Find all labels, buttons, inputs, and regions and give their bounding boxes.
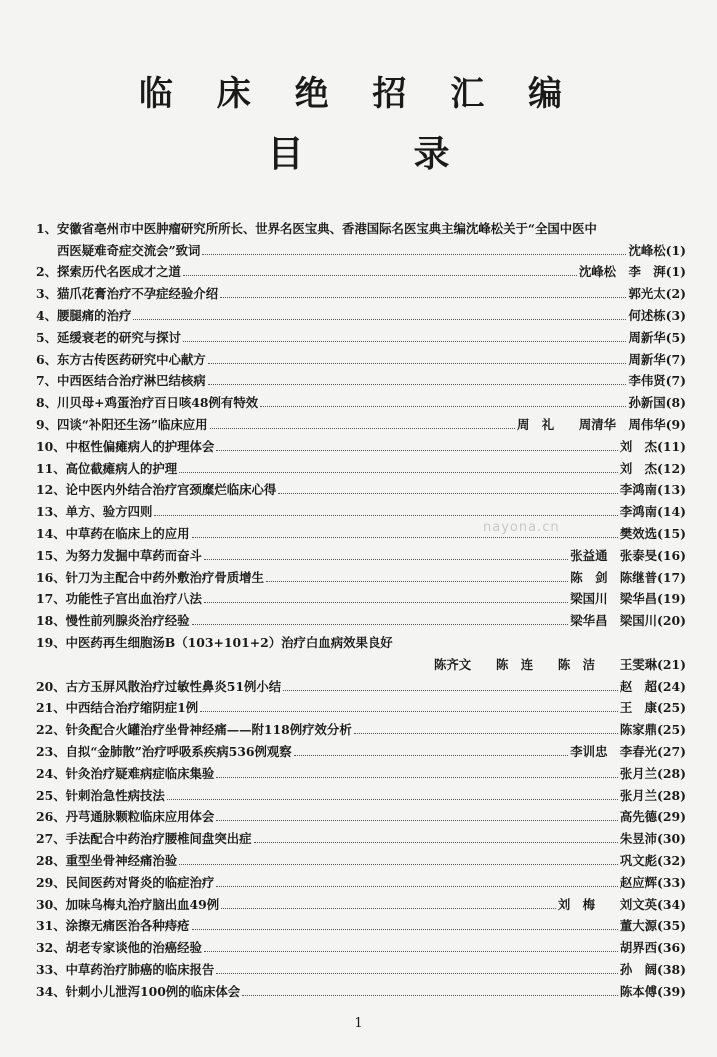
toc-entry-number: 24、 <box>36 765 66 781</box>
toc-entry-number: 18、 <box>36 613 66 629</box>
toc-entry-title: 胡老专家谈他的治癌经验 <box>65 940 202 956</box>
toc-entry-authors-page: 李伟贤(7) <box>628 373 686 389</box>
toc-entry-authors-page: 朱昱沛(30) <box>619 831 686 847</box>
toc-entry-line <box>36 824 686 846</box>
toc-entry-number: 19、 <box>36 634 66 650</box>
toc-entry-authors-page: 李鸿南(14) <box>619 504 686 520</box>
leader-dots <box>216 450 618 451</box>
toc-entry-title: 东方古传医药研究中心献方 <box>57 351 206 367</box>
toc-entry-line <box>36 236 686 258</box>
toc-entry-title: 针刺治急性病技法 <box>65 787 165 803</box>
toc-entry-authors-page: 孙新国(8) <box>628 395 686 411</box>
toc-entry-authors-page: 赵 超(24) <box>619 678 686 694</box>
toc-entry-number: 10、 <box>36 438 66 454</box>
toc-entry-authors-page: 张月兰(28) <box>619 765 686 781</box>
leader-dots <box>294 755 569 756</box>
toc-entry-line <box>36 563 686 585</box>
watermark: nayona.cn <box>483 520 560 535</box>
toc-entry-number: 27、 <box>36 831 66 847</box>
toc-entry-authors-page: 陈本傅(39) <box>619 983 686 999</box>
toc-entry-authors-page: 巩文彪(32) <box>619 852 686 868</box>
toc-entry-title: 加味乌梅丸治疗脑出血49例 <box>65 896 220 912</box>
toc-entry-line <box>36 890 686 912</box>
leader-dots <box>179 472 618 473</box>
toc-entry-number: 6、 <box>36 351 58 367</box>
leader-dots <box>242 995 618 996</box>
toc-entry-number: 1、 <box>36 220 58 236</box>
toc-entry-authors-page: 陈家鼎(25) <box>619 722 686 738</box>
toc-entry-title: 中西结合治疗缩阴症1例 <box>65 700 199 716</box>
leader-dots <box>354 733 618 734</box>
toc-entry-line <box>36 432 686 454</box>
toc-entry-line <box>36 279 686 301</box>
toc-entry-authors-page: 赵应辉(33) <box>619 874 686 890</box>
toc-entry-authors-page: 周 礼 周清华 周伟华(9) <box>516 416 686 432</box>
toc-entry-authors-page: 陈 剑 陈继普(17) <box>570 569 686 585</box>
toc-entry-authors-page: 郭光太(2) <box>628 286 686 302</box>
toc-entry-number: 15、 <box>36 547 66 563</box>
toc-entry-title: 中草药在临床上的应用 <box>65 525 190 541</box>
toc-entry-line <box>36 388 686 410</box>
toc-entry-line <box>36 258 686 280</box>
toc-entry-line <box>36 497 686 519</box>
toc-entry-number: 20、 <box>36 678 66 694</box>
leader-dots <box>266 581 568 582</box>
toc-entry-number: 23、 <box>36 743 66 759</box>
toc-entry-line <box>36 410 686 432</box>
toc-entry-authors-page: 陈齐文 陈 连 陈 洁 王雯琳(21) <box>434 656 686 672</box>
toc-entry-title: 为努力发掘中草药而奋斗 <box>65 547 202 563</box>
book-title: 临 床 绝 招 汇 编 <box>138 74 579 114</box>
toc-entry-title: 单方、验方四则 <box>65 504 153 520</box>
leader-dots <box>216 777 618 778</box>
toc-entry-authors-page: 刘 杰(12) <box>619 460 686 476</box>
toc-entry-line <box>36 759 686 781</box>
toc-entry-title: 安徽省亳州市中医肿瘤研究所所长、世界名医宝典、香港国际名医宝典主编沈峰松关于“全国中医中 <box>57 220 597 236</box>
toc-entry-title: 中草药治疗肺癌的临床报告 <box>65 961 215 977</box>
toc-entry-authors-page: 刘 梅 刘文英(34) <box>557 896 686 912</box>
toc-entry-authors-page: 李训忠 李春光(27) <box>570 743 686 759</box>
toc-entry-line <box>36 977 686 999</box>
leader-dots <box>216 820 618 821</box>
toc-entry-number: 3、 <box>36 286 58 302</box>
toc-entry-number: 31、 <box>36 918 66 934</box>
leader-dots <box>216 973 618 974</box>
toc-entry-line <box>36 301 686 323</box>
leader-dots <box>208 363 627 364</box>
toc-entry-title: 功能性子宫出血治疗八法 <box>65 591 202 607</box>
toc-entry-number: 22、 <box>36 722 66 738</box>
toc-entry-line <box>36 846 686 868</box>
toc-entry-line <box>36 868 686 890</box>
toc-entry-number: 5、 <box>36 329 58 345</box>
leader-dots <box>208 384 627 385</box>
toc-entry-title: 民间医药对肾炎的临症治疗 <box>65 874 215 890</box>
toc-entry-line <box>36 367 686 389</box>
toc-entry-line <box>36 541 686 563</box>
leader-dots <box>192 624 569 625</box>
toc-entry-authors-page: 周新华(5) <box>628 329 686 345</box>
toc-entry-authors-page: 沈峰松 李 湃(1) <box>578 264 686 280</box>
toc-entry-line <box>36 781 686 803</box>
leader-dots <box>278 493 618 494</box>
leader-dots <box>221 908 556 909</box>
leader-dots <box>183 341 627 342</box>
leader-dots <box>260 406 626 407</box>
toc-entry-title: 重型坐骨神经痛治验 <box>65 852 178 868</box>
toc-entry-title: 腰腿痛的治疗 <box>57 307 132 323</box>
toc-entry-title: 古方玉屏风散治疗过敏性鼻炎51例小结 <box>65 678 282 694</box>
leader-dots <box>216 886 618 887</box>
toc-entry-line <box>36 715 686 737</box>
toc-entry-title: 高位截瘫病人的护理 <box>65 460 178 476</box>
toc-entry-number: 17、 <box>36 591 66 607</box>
toc-entry-line <box>36 606 686 628</box>
toc-entry-number: 28、 <box>36 852 66 868</box>
toc-entry-number: 16、 <box>36 569 66 585</box>
page-number: 1 <box>354 1016 363 1031</box>
toc-entry-title: 论中医内外结合治疗宫颈糜烂临床心得 <box>65 482 277 498</box>
toc-entry-title: 手法配合中药治疗腰椎间盘突出症 <box>65 831 252 847</box>
toc-entry-number: 11、 <box>36 460 66 476</box>
toc-entry-title: 涂擦无痛医治各种痔疮 <box>65 918 190 934</box>
toc-entry-line <box>36 323 686 345</box>
toc-entry-line <box>36 650 686 672</box>
leader-dots <box>179 864 618 865</box>
toc-entry-authors-page: 何述栋(3) <box>628 307 686 323</box>
leader-dots <box>167 799 618 800</box>
toc-entry-line <box>36 912 686 934</box>
toc-entry-authors-page: 王 康(25) <box>619 700 686 716</box>
leader-dots <box>202 254 626 255</box>
toc-entry-number: 33、 <box>36 961 66 977</box>
toc-entry-number: 2、 <box>36 264 58 280</box>
toc-entry-title: 四谈“补阳还生汤”临床应用 <box>57 416 208 432</box>
leader-dots <box>210 428 515 429</box>
toc-entry-title: 川贝母+鸡蛋治疗百日咳48例有特效 <box>57 395 259 411</box>
toc-entry-authors-page: 周新华(7) <box>628 351 686 367</box>
toc-entry-line <box>36 933 686 955</box>
toc-entry-title: 中枢性偏瘫病人的护理体会 <box>65 438 215 454</box>
toc-entry-number: 14、 <box>36 525 66 541</box>
toc-entry-number: 4、 <box>36 307 58 323</box>
toc-entry-number: 13、 <box>36 504 66 520</box>
leader-dots <box>204 602 568 603</box>
leader-dots <box>183 275 577 276</box>
toc-entry-authors-page: 董大源(35) <box>619 918 686 934</box>
leader-dots <box>204 559 568 560</box>
toc-entry-number: 21、 <box>36 700 66 716</box>
toc-entry-line <box>36 345 686 367</box>
toc-entry-line <box>36 214 686 236</box>
toc-entry-line <box>36 672 686 694</box>
toc-entry-title: 针刺小儿泄泻100例的临床体会 <box>65 983 241 999</box>
toc-entry-line <box>36 737 686 759</box>
leader-dots <box>192 537 618 538</box>
toc-entry-title: 西医疑难奇症交流会”致词 <box>57 242 201 258</box>
toc-entry-title: 猫爪花膏治疗不孕症经验介绍 <box>57 286 219 302</box>
toc-entry-authors-page: 梁华昌 梁国川(20) <box>570 613 686 629</box>
leader-dots <box>254 842 618 843</box>
toc-entry-title: 针灸配合火罐治疗坐骨神经痛——附118例疗效分析 <box>65 722 352 738</box>
toc-entry-authors-page: 李鸿南(13) <box>619 482 686 498</box>
toc-entry-number: 32、 <box>36 940 66 956</box>
toc-entry-title: 针灸治疗疑难病症临床集验 <box>65 765 215 781</box>
leader-dots <box>204 951 618 952</box>
toc-entry-number: 7、 <box>36 373 58 389</box>
toc-entry-number: 8、 <box>36 395 58 411</box>
toc-entry-authors-page: 孙 阔(38) <box>619 961 686 977</box>
toc-entry-number: 30、 <box>36 896 66 912</box>
leader-dots <box>133 319 626 320</box>
toc-entry-authors-page: 刘 杰(11) <box>619 438 686 454</box>
toc-entry-authors-page: 樊效选(15) <box>619 525 686 541</box>
toc-entry-number: 25、 <box>36 787 66 803</box>
leader-dots <box>200 711 618 712</box>
toc-entry-authors-page: 梁国川 梁华昌(19) <box>570 591 686 607</box>
toc-entry-line <box>36 955 686 977</box>
toc-entry-authors-page: 高先德(29) <box>619 809 686 825</box>
toc-entry-number: 26、 <box>36 809 66 825</box>
toc-entry-authors-page: 胡界西(36) <box>619 940 686 956</box>
toc-entry-line <box>36 519 686 541</box>
toc-entry-authors-page: 张月兰(28) <box>619 787 686 803</box>
toc-entry-number: 34、 <box>36 983 66 999</box>
page-title: 目录 <box>267 134 560 175</box>
toc-entry-title: 延缓衰老的研究与探讨 <box>57 329 181 345</box>
toc-entry-title: 探索历代名医成才之道 <box>57 264 181 280</box>
leader-dots <box>220 297 626 298</box>
leader-dots <box>154 515 617 516</box>
toc-entry-title: 针刀为主配合中药外敷治疗骨质增生 <box>65 569 264 585</box>
toc-entry-line <box>36 803 686 825</box>
toc-entry-authors-page: 张益通 张泰旻(16) <box>570 547 686 563</box>
leader-dots <box>283 690 618 691</box>
toc-entry-title: 中西医结合治疗淋巴结核病 <box>57 373 206 389</box>
toc-entry-title: 自拟“金肺散”治疗呼吸系疾病536例观察 <box>65 743 292 759</box>
toc-entry-title: 慢性前列腺炎治疗经验 <box>65 613 190 629</box>
toc-entry-line <box>36 454 686 476</box>
toc-entry-number: 9、 <box>36 416 58 432</box>
leader-dots <box>192 929 618 930</box>
toc-entry-title: 中医药再生细胞汤B（103+101+2）治疗白血病效果良好 <box>65 634 393 650</box>
toc-entry-number: 12、 <box>36 482 66 498</box>
toc-entry-line <box>36 628 686 650</box>
toc-entry-line <box>36 585 686 607</box>
table-of-contents <box>36 214 686 999</box>
toc-entry-line <box>36 694 686 716</box>
toc-entry-authors-page: 沈峰松(1) <box>628 242 686 258</box>
toc-entry-title: 丹芎通脉颗粒临床应用体会 <box>65 809 215 825</box>
toc-entry-number: 29、 <box>36 874 66 890</box>
toc-entry-line <box>36 476 686 498</box>
